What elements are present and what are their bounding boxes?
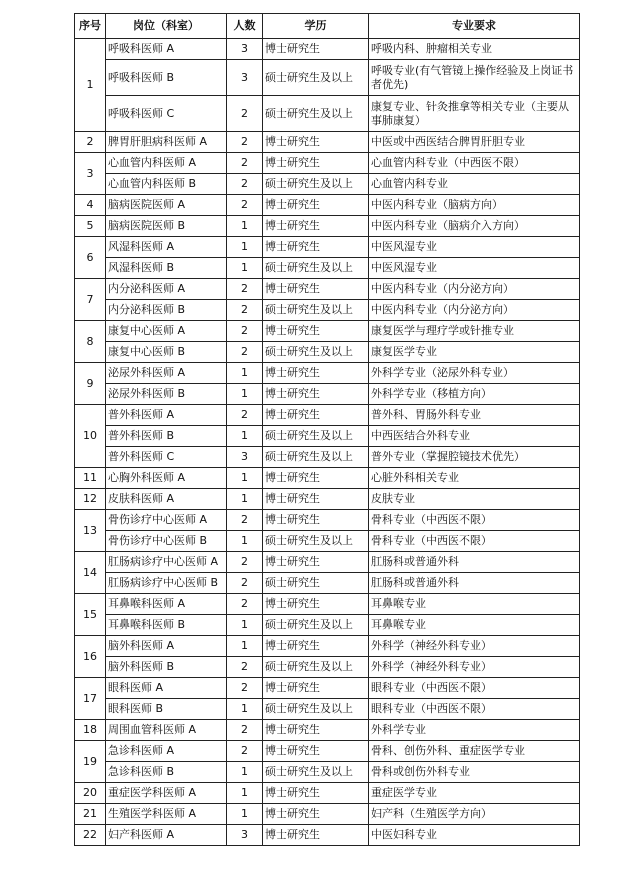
row-number: 9 [75, 363, 106, 405]
education-cell: 博士研究生 [263, 741, 369, 762]
post-cell: 心血管内科医师 B [106, 174, 227, 195]
post-cell: 呼吸科医师 B [106, 60, 227, 96]
table-row [75, 804, 580, 825]
major-cell: 重症医学专业 [369, 783, 580, 804]
header-major: 专业要求 [369, 14, 580, 39]
education-cell: 博士研究生 [263, 279, 369, 300]
count-cell: 1 [227, 216, 263, 237]
major-cell: 心血管内科专业 [369, 174, 580, 195]
post-cell: 皮肤科医师 A [106, 489, 227, 510]
count-cell: 3 [227, 39, 263, 60]
education-cell: 硕士研究生及以上 [263, 762, 369, 783]
table-row [75, 426, 580, 447]
major-cell: 外科学专业（泌尿外科专业） [369, 363, 580, 384]
row-number: 13 [75, 510, 106, 552]
count-cell: 1 [227, 384, 263, 405]
count-cell: 2 [227, 279, 263, 300]
major-cell: 骨科或创伤外科专业 [369, 762, 580, 783]
table-row [75, 60, 580, 96]
major-cell: 中医风湿专业 [369, 237, 580, 258]
major-cell: 肛肠科或普通外科 [369, 552, 580, 573]
education-cell: 博士研究生 [263, 720, 369, 741]
education-cell: 博士研究生 [263, 195, 369, 216]
post-cell: 风湿科医师 B [106, 258, 227, 279]
post-cell: 脾胃肝胆病科医师 A [106, 132, 227, 153]
post-cell: 风湿科医师 A [106, 237, 227, 258]
table-body [75, 39, 580, 846]
post-cell: 普外科医师 B [106, 426, 227, 447]
major-cell: 中医内科专业（脑病介入方向） [369, 216, 580, 237]
education-cell: 硕士研究生及以上 [263, 531, 369, 552]
table-row [75, 342, 580, 363]
post-cell: 康复中心医师 B [106, 342, 227, 363]
education-cell: 博士研究生 [263, 468, 369, 489]
post-cell: 周围血管科医师 A [106, 720, 227, 741]
count-cell: 2 [227, 594, 263, 615]
major-cell: 耳鼻喉专业 [369, 615, 580, 636]
education-cell: 博士研究生 [263, 321, 369, 342]
count-cell: 2 [227, 678, 263, 699]
post-cell: 耳鼻喉科医师 B [106, 615, 227, 636]
post-cell: 重症医学科医师 A [106, 783, 227, 804]
education-cell: 博士研究生 [263, 489, 369, 510]
education-cell: 硕士研究生及以上 [263, 60, 369, 96]
count-cell: 1 [227, 468, 263, 489]
post-cell: 妇产科医师 A [106, 825, 227, 846]
table-row [75, 384, 580, 405]
row-number: 6 [75, 237, 106, 279]
count-cell: 2 [227, 720, 263, 741]
major-cell: 中西医结合外科专业 [369, 426, 580, 447]
education-cell: 博士研究生 [263, 153, 369, 174]
table-row [75, 636, 580, 657]
education-cell: 博士研究生 [263, 510, 369, 531]
table-row [75, 321, 580, 342]
header-education: 学历 [263, 14, 369, 39]
table-row [75, 468, 580, 489]
post-cell: 脑病医院医师 B [106, 216, 227, 237]
table-row [75, 363, 580, 384]
table-row [75, 678, 580, 699]
row-number: 22 [75, 825, 106, 846]
post-cell: 内分泌科医师 B [106, 300, 227, 321]
major-cell: 中医内科专业（内分泌方向） [369, 279, 580, 300]
count-cell: 2 [227, 96, 263, 132]
major-cell: 呼吸专业(有气管镜上操作经验及上岗证书者优先) [369, 60, 580, 96]
row-number: 5 [75, 216, 106, 237]
education-cell: 硕士研究生及以上 [263, 699, 369, 720]
table-row [75, 300, 580, 321]
table-row [75, 594, 580, 615]
major-cell: 普外专业（掌握腔镜技术优先） [369, 447, 580, 468]
major-cell: 康复专业、针灸推拿等相关专业（主要从事肺康复） [369, 96, 580, 132]
major-cell: 眼科专业（中西医不限） [369, 678, 580, 699]
table-row [75, 96, 580, 132]
post-cell: 康复中心医师 A [106, 321, 227, 342]
post-cell: 肛肠病诊疗中心医师 A [106, 552, 227, 573]
major-cell: 外科学专业 [369, 720, 580, 741]
post-cell: 脑外科医师 A [106, 636, 227, 657]
count-cell: 1 [227, 615, 263, 636]
post-cell: 泌尿外科医师 B [106, 384, 227, 405]
education-cell: 硕士研究生及以上 [263, 174, 369, 195]
education-cell: 博士研究生 [263, 363, 369, 384]
row-number: 7 [75, 279, 106, 321]
count-cell: 1 [227, 237, 263, 258]
table-row [75, 552, 580, 573]
table-row [75, 615, 580, 636]
table-row [75, 447, 580, 468]
post-cell: 普外科医师 C [106, 447, 227, 468]
major-cell: 康复医学与理疗学或针推专业 [369, 321, 580, 342]
table-row [75, 195, 580, 216]
major-cell: 外科学（神经外科专业） [369, 636, 580, 657]
education-cell: 博士研究生 [263, 39, 369, 60]
post-cell: 脑病医院医师 A [106, 195, 227, 216]
table-row [75, 405, 580, 426]
header-post: 岗位（科室） [106, 14, 227, 39]
major-cell: 眼科专业（中西医不限） [369, 699, 580, 720]
header-no: 序号 [75, 14, 106, 39]
education-cell: 博士研究生 [263, 825, 369, 846]
post-cell: 呼吸科医师 C [106, 96, 227, 132]
count-cell: 1 [227, 783, 263, 804]
education-cell: 硕士研究生 [263, 573, 369, 594]
count-cell: 3 [227, 60, 263, 96]
education-cell: 博士研究生 [263, 552, 369, 573]
row-number: 17 [75, 678, 106, 720]
count-cell: 2 [227, 132, 263, 153]
education-cell: 博士研究生 [263, 132, 369, 153]
table-row [75, 720, 580, 741]
major-cell: 心血管内科专业（中西医不限） [369, 153, 580, 174]
post-cell: 骨伤诊疗中心医师 B [106, 531, 227, 552]
count-cell: 1 [227, 258, 263, 279]
post-cell: 普外科医师 A [106, 405, 227, 426]
major-cell: 耳鼻喉专业 [369, 594, 580, 615]
post-cell: 急诊科医师 B [106, 762, 227, 783]
row-number: 3 [75, 153, 106, 195]
row-number: 12 [75, 489, 106, 510]
table-row [75, 699, 580, 720]
row-number: 4 [75, 195, 106, 216]
count-cell: 2 [227, 405, 263, 426]
major-cell: 妇产科（生殖医学方向） [369, 804, 580, 825]
post-cell: 心血管内科医师 A [106, 153, 227, 174]
education-cell: 硕士研究生及以上 [263, 342, 369, 363]
major-cell: 中医或中西医结合脾胃肝胆专业 [369, 132, 580, 153]
count-cell: 3 [227, 447, 263, 468]
post-cell: 心胸外科医师 A [106, 468, 227, 489]
major-cell: 骨科专业（中西医不限） [369, 531, 580, 552]
education-cell: 博士研究生 [263, 405, 369, 426]
row-number: 19 [75, 741, 106, 783]
education-cell: 博士研究生 [263, 804, 369, 825]
count-cell: 2 [227, 573, 263, 594]
count-cell: 2 [227, 510, 263, 531]
post-cell: 脑外科医师 B [106, 657, 227, 678]
table-row [75, 489, 580, 510]
row-number: 2 [75, 132, 106, 153]
row-number: 8 [75, 321, 106, 363]
post-cell: 骨伤诊疗中心医师 A [106, 510, 227, 531]
major-cell: 中医内科专业（脑病方向） [369, 195, 580, 216]
table-row [75, 657, 580, 678]
major-cell: 外科学（神经外科专业） [369, 657, 580, 678]
education-cell: 博士研究生 [263, 216, 369, 237]
major-cell: 呼吸内科、肿瘤相关专业 [369, 39, 580, 60]
table-row [75, 279, 580, 300]
table-row [75, 783, 580, 804]
count-cell: 1 [227, 489, 263, 510]
row-number: 15 [75, 594, 106, 636]
row-number: 21 [75, 804, 106, 825]
count-cell: 1 [227, 531, 263, 552]
education-cell: 博士研究生 [263, 678, 369, 699]
education-cell: 硕士研究生及以上 [263, 426, 369, 447]
education-cell: 博士研究生 [263, 636, 369, 657]
table-row [75, 762, 580, 783]
header-count: 人数 [227, 14, 263, 39]
count-cell: 1 [227, 636, 263, 657]
row-number: 20 [75, 783, 106, 804]
major-cell: 外科学专业（移植方向） [369, 384, 580, 405]
row-number: 16 [75, 636, 106, 678]
table-row [75, 258, 580, 279]
table-row [75, 174, 580, 195]
major-cell: 普外科、胃肠外科专业 [369, 405, 580, 426]
count-cell: 1 [227, 699, 263, 720]
row-number: 18 [75, 720, 106, 741]
table-row [75, 216, 580, 237]
table-row [75, 237, 580, 258]
post-cell: 急诊科医师 A [106, 741, 227, 762]
post-cell: 耳鼻喉科医师 A [106, 594, 227, 615]
post-cell: 内分泌科医师 A [106, 279, 227, 300]
count-cell: 2 [227, 342, 263, 363]
count-cell: 2 [227, 321, 263, 342]
recruitment-table [74, 13, 580, 846]
table-row [75, 573, 580, 594]
count-cell: 2 [227, 741, 263, 762]
count-cell: 2 [227, 552, 263, 573]
education-cell: 博士研究生 [263, 384, 369, 405]
major-cell: 中医风湿专业 [369, 258, 580, 279]
post-cell: 眼科医师 B [106, 699, 227, 720]
count-cell: 2 [227, 195, 263, 216]
education-cell: 博士研究生 [263, 783, 369, 804]
post-cell: 肛肠病诊疗中心医师 B [106, 573, 227, 594]
count-cell: 1 [227, 762, 263, 783]
count-cell: 2 [227, 174, 263, 195]
table-row [75, 741, 580, 762]
education-cell: 硕士研究生及以上 [263, 657, 369, 678]
education-cell: 硕士研究生及以上 [263, 96, 369, 132]
count-cell: 2 [227, 657, 263, 678]
post-cell: 生殖医学科医师 A [106, 804, 227, 825]
count-cell: 2 [227, 153, 263, 174]
major-cell: 骨科、创伤外科、重症医学专业 [369, 741, 580, 762]
count-cell: 1 [227, 363, 263, 384]
post-cell: 泌尿外科医师 A [106, 363, 227, 384]
table-row [75, 132, 580, 153]
major-cell: 中医妇科专业 [369, 825, 580, 846]
table-row [75, 510, 580, 531]
major-cell: 骨科专业（中西医不限） [369, 510, 580, 531]
major-cell: 中医内科专业（内分泌方向） [369, 300, 580, 321]
education-cell: 博士研究生 [263, 594, 369, 615]
major-cell: 皮肤专业 [369, 489, 580, 510]
count-cell: 1 [227, 426, 263, 447]
header-row [75, 14, 580, 39]
row-number: 11 [75, 468, 106, 489]
education-cell: 博士研究生 [263, 237, 369, 258]
major-cell: 康复医学专业 [369, 342, 580, 363]
table-row [75, 531, 580, 552]
row-number: 1 [75, 39, 106, 132]
row-number: 14 [75, 552, 106, 594]
post-cell: 呼吸科医师 A [106, 39, 227, 60]
major-cell: 肛肠科或普通外科 [369, 573, 580, 594]
count-cell: 1 [227, 804, 263, 825]
education-cell: 硕士研究生及以上 [263, 258, 369, 279]
table-row [75, 825, 580, 846]
education-cell: 硕士研究生及以上 [263, 447, 369, 468]
education-cell: 硕士研究生及以上 [263, 300, 369, 321]
count-cell: 2 [227, 300, 263, 321]
count-cell: 3 [227, 825, 263, 846]
table-row [75, 39, 580, 60]
post-cell: 眼科医师 A [106, 678, 227, 699]
table-row [75, 153, 580, 174]
row-number: 10 [75, 405, 106, 468]
major-cell: 心脏外科相关专业 [369, 468, 580, 489]
education-cell: 硕士研究生及以上 [263, 615, 369, 636]
